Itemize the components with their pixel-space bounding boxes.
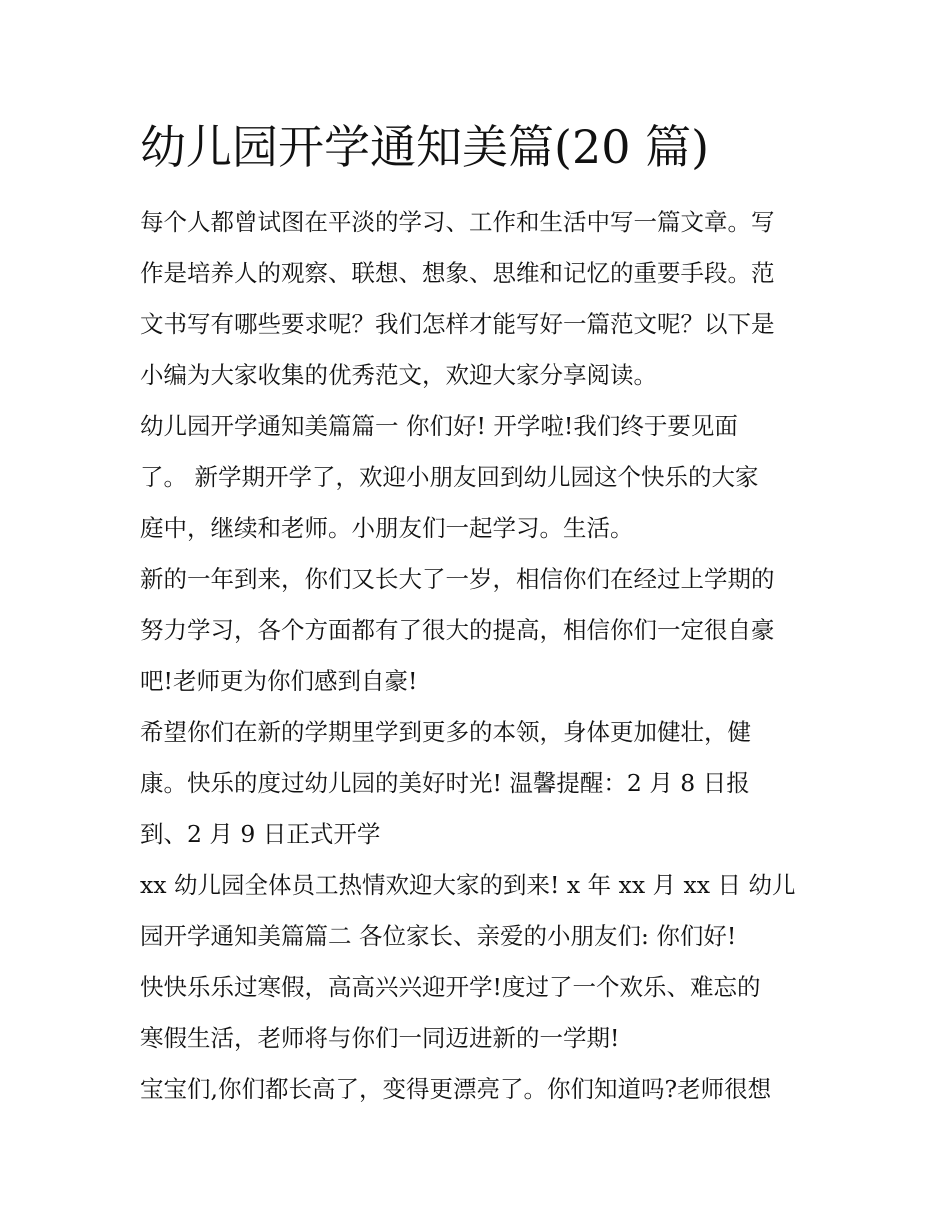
text-line: 文书写有哪些要求呢？我们怎样才能写好一篇范文呢？以下是 — [140, 310, 775, 338]
text-line: 新的一年到来，你们又长大了一岁，相信你们在经过上学期的 — [140, 565, 775, 593]
document-title: 幼儿园开学通知美篇(20 篇) — [140, 120, 710, 174]
text-line: xx 幼儿园全体员工热情欢迎大家的到来! x 年 xx 月 xx 日 幼儿 — [140, 871, 796, 899]
text-line: 了。 新学期开学了，欢迎小朋友回到幼儿园这个快乐的大家 — [140, 463, 759, 491]
text-line: 宝宝们,你们都长高了，变得更漂亮了。你们知道吗?老师很想 — [140, 1075, 772, 1103]
text-line: 努力学习，各个方面都有了很大的提高，相信你们一定很自豪 — [140, 616, 775, 644]
text-line: 庭中，继续和老师。小朋友们一起学习。生活。 — [140, 514, 634, 542]
text-line: 小编为大家收集的优秀范文，欢迎大家分享阅读。 — [140, 361, 657, 389]
text-line: 作是培养人的观察、联想、想象、思维和记忆的重要手段。范 — [140, 259, 775, 287]
text-line: 寒假生活，老师将与你们一同迈进新的一学期! — [140, 1024, 620, 1052]
text-line: 幼儿园开学通知美篇篇一 你们好! 开学啦!我们终于要见面 — [140, 412, 738, 440]
document-body — [140, 197, 820, 1115]
text-line: 希望你们在新的学期里学到更多的本领，身体更加健壮，健 — [140, 718, 751, 746]
text-line: 快快乐乐过寒假，高高兴兴迎开学!度过了一个欢乐、难忘的 — [140, 973, 761, 1001]
text-line: 到、2 月 9 日正式开学 — [140, 820, 381, 848]
text-line: 园开学通知美篇篇二 各位家长、亲爱的小朋友们: 你们好! — [140, 922, 737, 950]
text-line: 康。快乐的度过幼儿园的美好时光! 温馨提醒：2 月 8 日报 — [140, 769, 750, 797]
text-line: 吧!老师更为你们感到自豪! — [140, 667, 418, 695]
text-line: 每个人都曾试图在平淡的学习、工作和生活中写一篇文章。写 — [140, 208, 775, 236]
